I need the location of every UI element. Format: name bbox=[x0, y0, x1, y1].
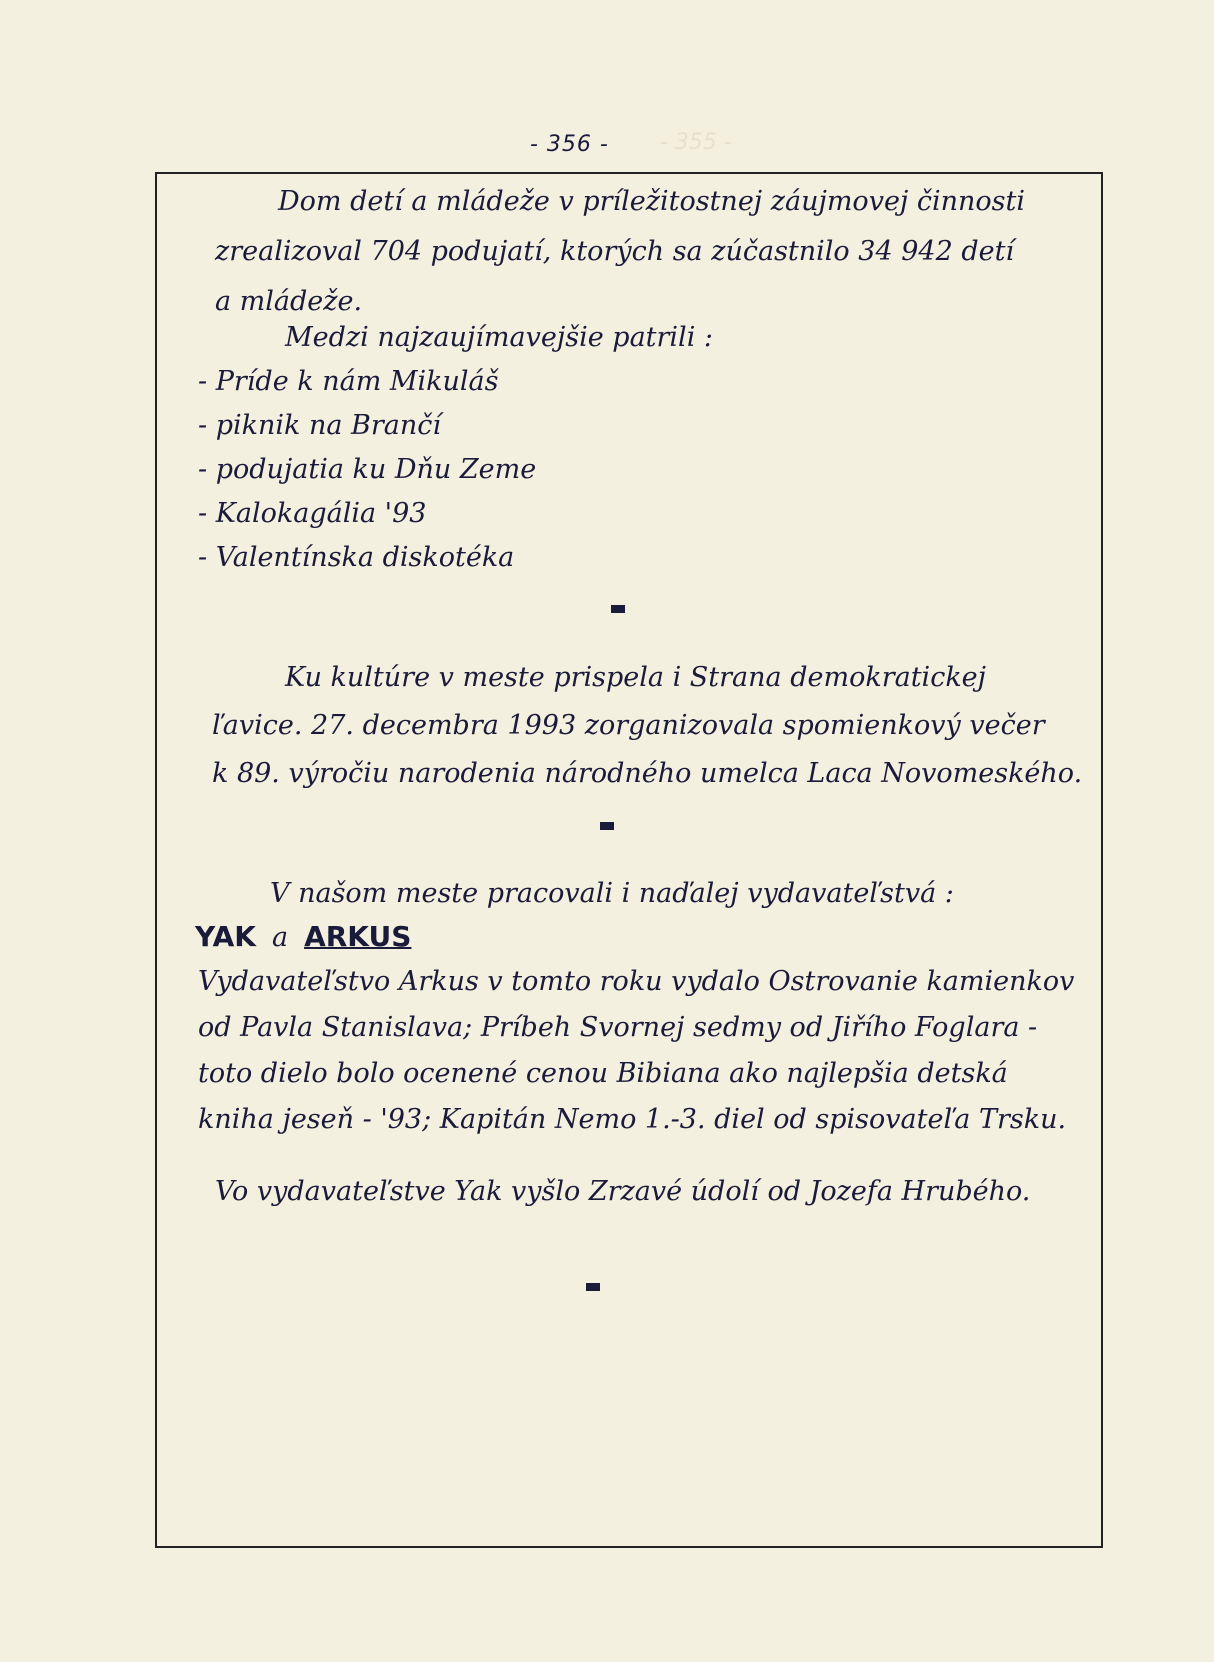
paragraph-1-line-2: zrealizoval 704 podujatí, ktorých sa zúčastnilo 34 942 detí bbox=[215, 236, 1015, 267]
list-intro: Medzi najzaujímavejšie patrili : bbox=[285, 322, 714, 353]
paragraph-1-line-3: a mládeže. bbox=[215, 286, 363, 317]
paragraph-3-intro: V našom meste pracovali i naďalej vydavateľstvá : bbox=[270, 878, 954, 909]
publisher-yak: YAK bbox=[195, 920, 256, 953]
bleed-through-page-number: - 355 - bbox=[660, 130, 732, 155]
paragraph-4-line-2: od Pavla Stanislava; Príbeh Svornej sedmy od Jiřího Foglara - bbox=[198, 1012, 1038, 1043]
paragraph-4-line-1: Vydavateľstvo Arkus v tomto roku vydalo Ostrovanie kamienkov bbox=[198, 966, 1075, 997]
paragraph-5: Vo vydavateľstve Yak vyšlo Zrzavé údolí od Jozefa Hrubého. bbox=[215, 1176, 1031, 1207]
paragraph-2-line-2: ľavice. 27. decembra 1993 zorganizovala spomienkový večer bbox=[212, 710, 1045, 741]
publisher-arkus: ARKUS bbox=[304, 920, 412, 953]
paragraph-2-line-1: Ku kultúre v meste prispela i Strana demokratickej bbox=[285, 662, 987, 693]
list-item: - piknik na Brančí bbox=[198, 410, 442, 441]
section-divider-mark bbox=[600, 822, 614, 830]
section-divider-mark bbox=[611, 605, 625, 613]
paragraph-4-line-4: kniha jeseň - '93; Kapitán Nemo 1.-3. diel od spisovateľa Trsku. bbox=[198, 1104, 1067, 1135]
paragraph-2-line-3: k 89. výročiu narodenia národného umelca Laca Novomeského. bbox=[212, 758, 1083, 789]
section-divider-mark bbox=[586, 1283, 600, 1291]
list-item: - Valentínska diskotéka bbox=[198, 542, 515, 573]
list-item: - Kalokagália '93 bbox=[198, 498, 427, 529]
list-item: - podujatia ku Dňu Zeme bbox=[198, 454, 537, 485]
paragraph-1-line-1: Dom detí a mládeže v príležitostnej záujmovej činnosti bbox=[278, 186, 1026, 217]
publishers-line bbox=[195, 920, 411, 953]
page-number: - 356 - bbox=[530, 132, 609, 157]
publishers-connector: a bbox=[271, 922, 289, 953]
list-item: - Príde k nám Mikuláš bbox=[198, 366, 499, 397]
paragraph-4-line-3: toto dielo bolo ocenené cenou Bibiana ako najlepšia detská bbox=[198, 1058, 1008, 1089]
